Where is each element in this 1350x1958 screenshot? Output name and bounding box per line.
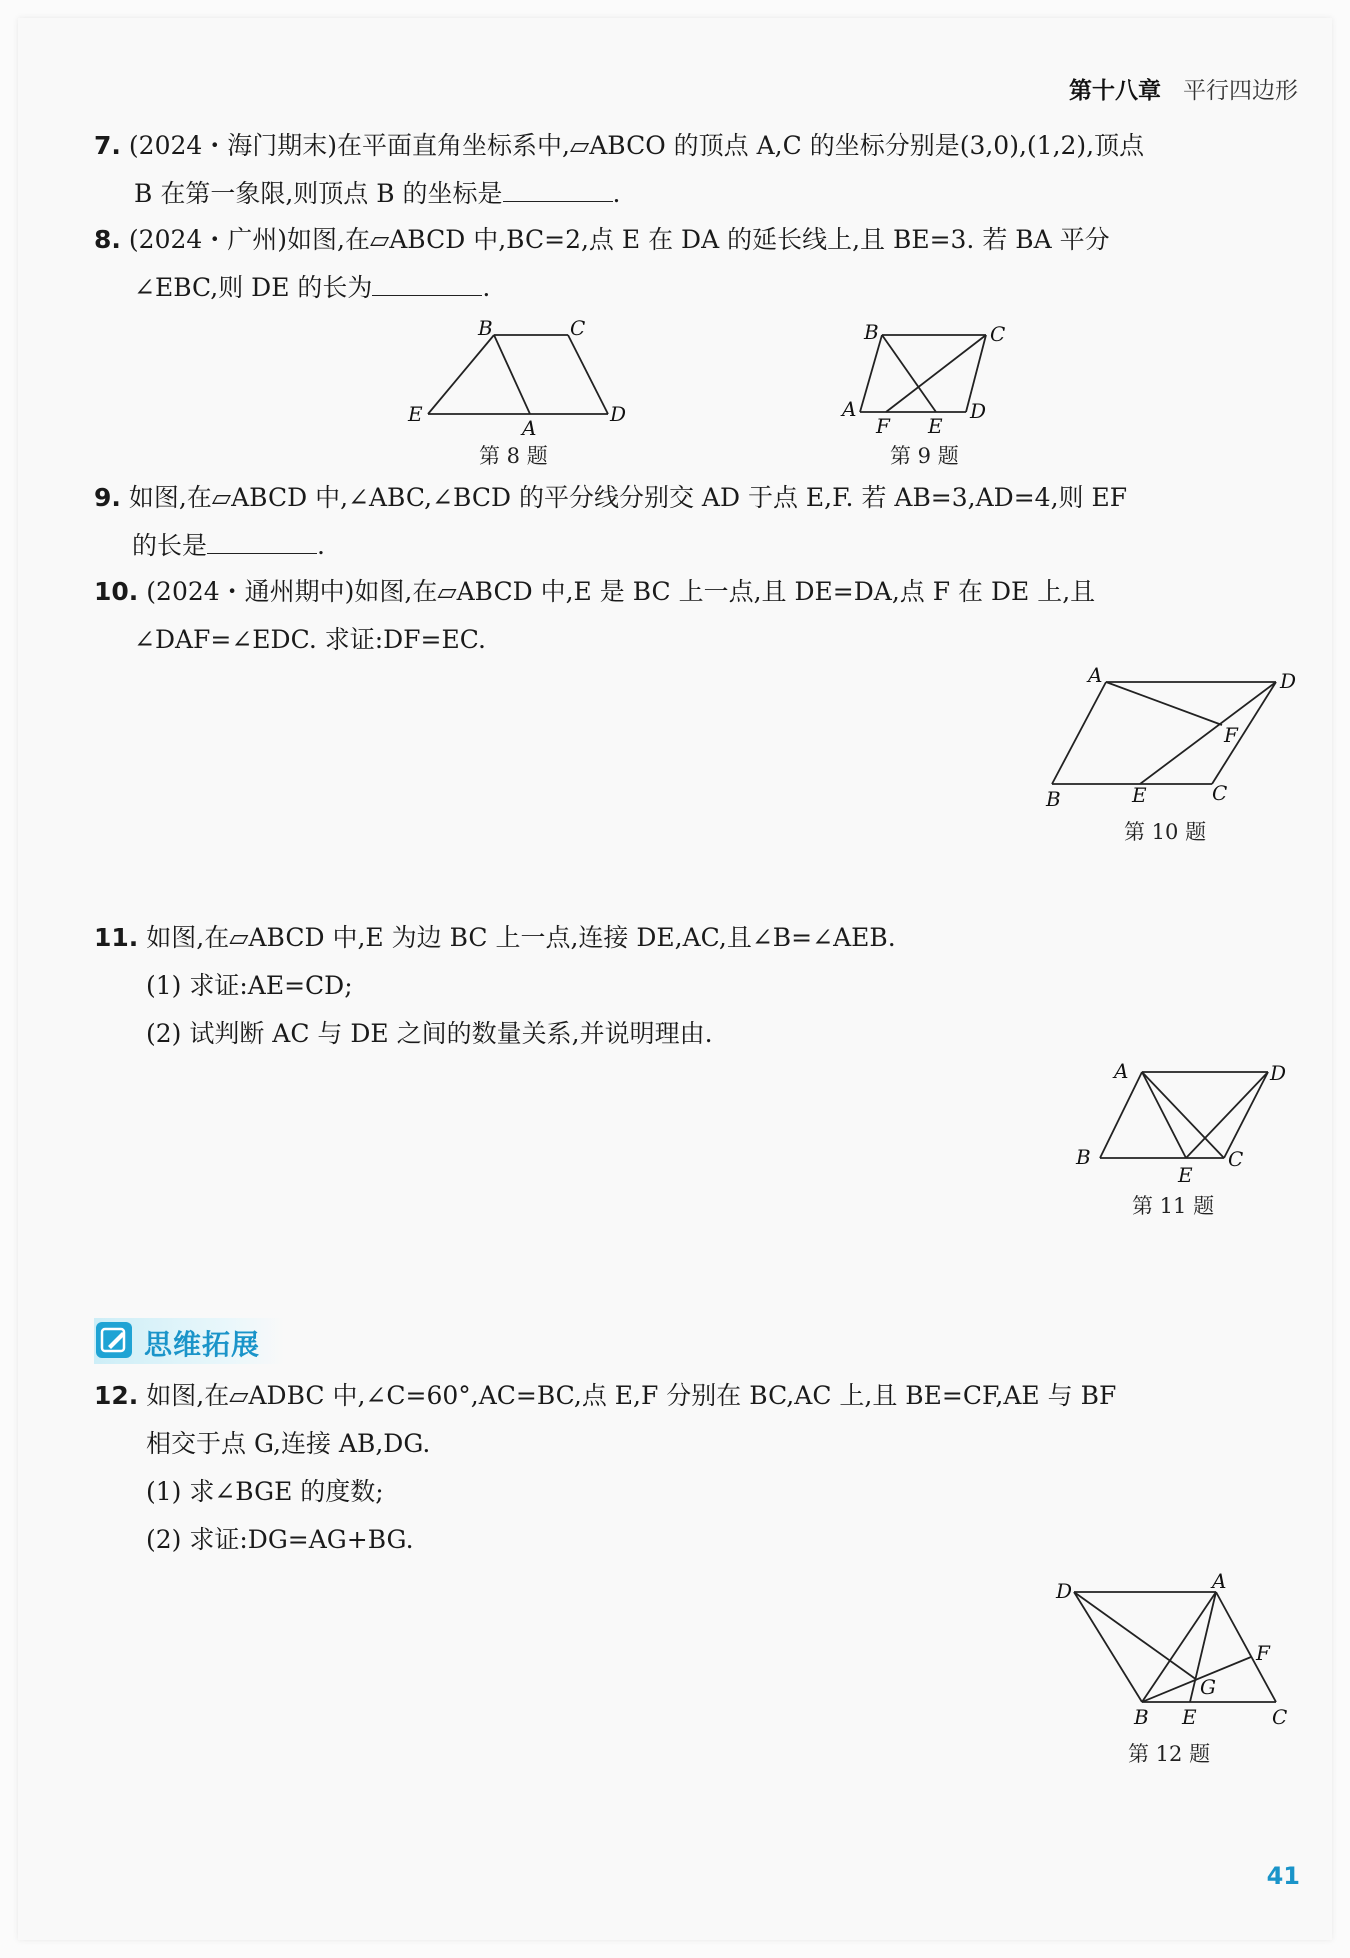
label-e: E (408, 402, 423, 426)
figure-caption: 第 9 题 (890, 444, 959, 468)
problem-text: 如图,在▱ABCD 中,∠ABC,∠BCD 的平分线分别交 AD 于点 E,F. 若 AB=3,AD=4,则 EF (128, 483, 1128, 512)
label-a: A (842, 397, 857, 421)
section-title: 思维拓展 (144, 1328, 261, 1361)
label-d: D (1280, 669, 1297, 693)
label-b: B (1076, 1145, 1091, 1169)
label-b: B (478, 316, 493, 340)
problem-text: . (482, 273, 491, 302)
label-c: C (990, 322, 1006, 346)
label-a: A (522, 416, 537, 440)
problem-text: 的长是 (132, 531, 208, 560)
label-c: C (570, 316, 586, 340)
problem-subpart: (1) 求证:AE=CD; (146, 971, 353, 1000)
problem-text: (2024・通州期中)如图,在▱ABCD 中,E 是 BC 上一点,且 DE=DA,点 F 在 DE 上,且 (146, 577, 1096, 606)
problem-number: 10. (94, 577, 139, 606)
problem-text: 如图,在▱ABCD 中,E 为边 BC 上一点,连接 DE,AC,且∠B=∠AEB. (146, 923, 896, 952)
problem-7 (94, 122, 1144, 218)
problem-text: ∠DAF=∠EDC. 求证:DF=EC. (134, 625, 486, 654)
problem-10 (94, 568, 1095, 664)
segment-de (1186, 1072, 1268, 1158)
figure-8 (400, 316, 640, 440)
label-d: D (610, 402, 627, 426)
label-a: A (1114, 1059, 1129, 1083)
problem-8 (94, 216, 1110, 312)
segment-dg (1074, 1592, 1197, 1680)
answer-blank[interactable] (503, 181, 613, 202)
page-number: 41 (1266, 1862, 1300, 1890)
problem-number: 11. (94, 923, 139, 952)
segment-db (1074, 1592, 1142, 1702)
segment-ab (1100, 1072, 1142, 1158)
problem-11 (94, 914, 896, 1058)
label-d: D (1270, 1061, 1287, 1085)
chapter-title: 第十八章 (1069, 78, 1161, 104)
segment-ba (494, 335, 530, 414)
label-a: A (1212, 1569, 1227, 1593)
label-c: C (1272, 1705, 1288, 1729)
segment-dc (1212, 682, 1276, 784)
segment-ab (1052, 682, 1106, 784)
label-c: C (1212, 781, 1228, 805)
problem-number: 8. (94, 225, 121, 254)
problem-number: 12. (94, 1381, 139, 1410)
segment-be (428, 335, 494, 414)
segment-ba (860, 335, 882, 412)
figure-caption: 第 12 题 (1128, 1742, 1211, 1766)
label-b: B (864, 320, 879, 344)
figure-caption: 第 11 题 (1132, 1194, 1215, 1218)
figure-9 (840, 318, 1030, 438)
problem-text: (2024・海门期末)在平面直角坐标系中,▱ABCO 的顶点 A,C 的坐标分别是(3,0),(1,2),顶点 (128, 131, 1145, 160)
problem-number: 7. (94, 131, 121, 160)
segment-cd (568, 335, 608, 414)
problem-text: 相交于点 G,连接 AB,DG. (146, 1429, 431, 1458)
label-f: F (1224, 723, 1238, 747)
segment-ac (1142, 1072, 1224, 1158)
problem-subpart: (2) 求证:DG=AG+BG. (146, 1525, 414, 1554)
figure-12 (1050, 1570, 1300, 1740)
running-header (1069, 72, 1298, 105)
problem-text: B 在第一象限,则顶点 B 的坐标是 (134, 179, 503, 208)
problem-text: . (612, 179, 621, 208)
problem-text: ∠EBC,则 DE 的长为 (134, 273, 373, 302)
label-c: C (1228, 1147, 1244, 1171)
problem-text: 如图,在▱ADBC 中,∠C=60°,AC=BC,点 E,F 分别在 BC,AC 上,且 BE=CF,AE 与 BF (146, 1381, 1117, 1410)
problem-text: (2024・广州)如图,在▱ABCD 中,BC=2,点 E 在 DA 的延长线上,且 BE=3. 若 BA 平分 (128, 225, 1110, 254)
segment-ae (1142, 1072, 1186, 1158)
label-e: E (1182, 1705, 1197, 1729)
segment-be (882, 335, 936, 412)
problem-9 (94, 474, 1127, 570)
figure-caption: 第 10 题 (1124, 820, 1207, 844)
segment-af (1106, 682, 1222, 725)
pencil-icon (96, 1322, 132, 1358)
problem-number: 9. (94, 483, 121, 512)
answer-blank[interactable] (207, 533, 317, 554)
label-a: A (1088, 663, 1103, 687)
label-d: D (970, 399, 987, 423)
label-e: E (1178, 1163, 1193, 1187)
label-f: F (1256, 1641, 1270, 1665)
figure-caption: 第 8 题 (479, 444, 548, 468)
problem-subpart: (2) 试判断 AC 与 DE 之间的数量关系,并说明理由. (146, 1019, 713, 1048)
figure-10 (1040, 663, 1300, 816)
problem-text: . (317, 531, 325, 560)
label-b: B (1134, 1705, 1149, 1729)
label-d: D (1056, 1579, 1073, 1603)
answer-blank[interactable] (372, 275, 482, 296)
label-f: F (876, 414, 890, 438)
segment-de (1140, 682, 1276, 784)
section-banner (94, 1318, 284, 1364)
problem-12 (94, 1372, 1116, 1564)
label-e: E (928, 414, 943, 438)
problem-subpart: (1) 求∠BGE 的度数; (146, 1477, 384, 1506)
figure-11 (1070, 1058, 1300, 1188)
label-e: E (1132, 783, 1147, 807)
label-g: G (1200, 1675, 1216, 1699)
section-title: 平行四边形 (1183, 78, 1298, 104)
label-b: B (1046, 787, 1061, 811)
segment-dc (1224, 1072, 1268, 1158)
